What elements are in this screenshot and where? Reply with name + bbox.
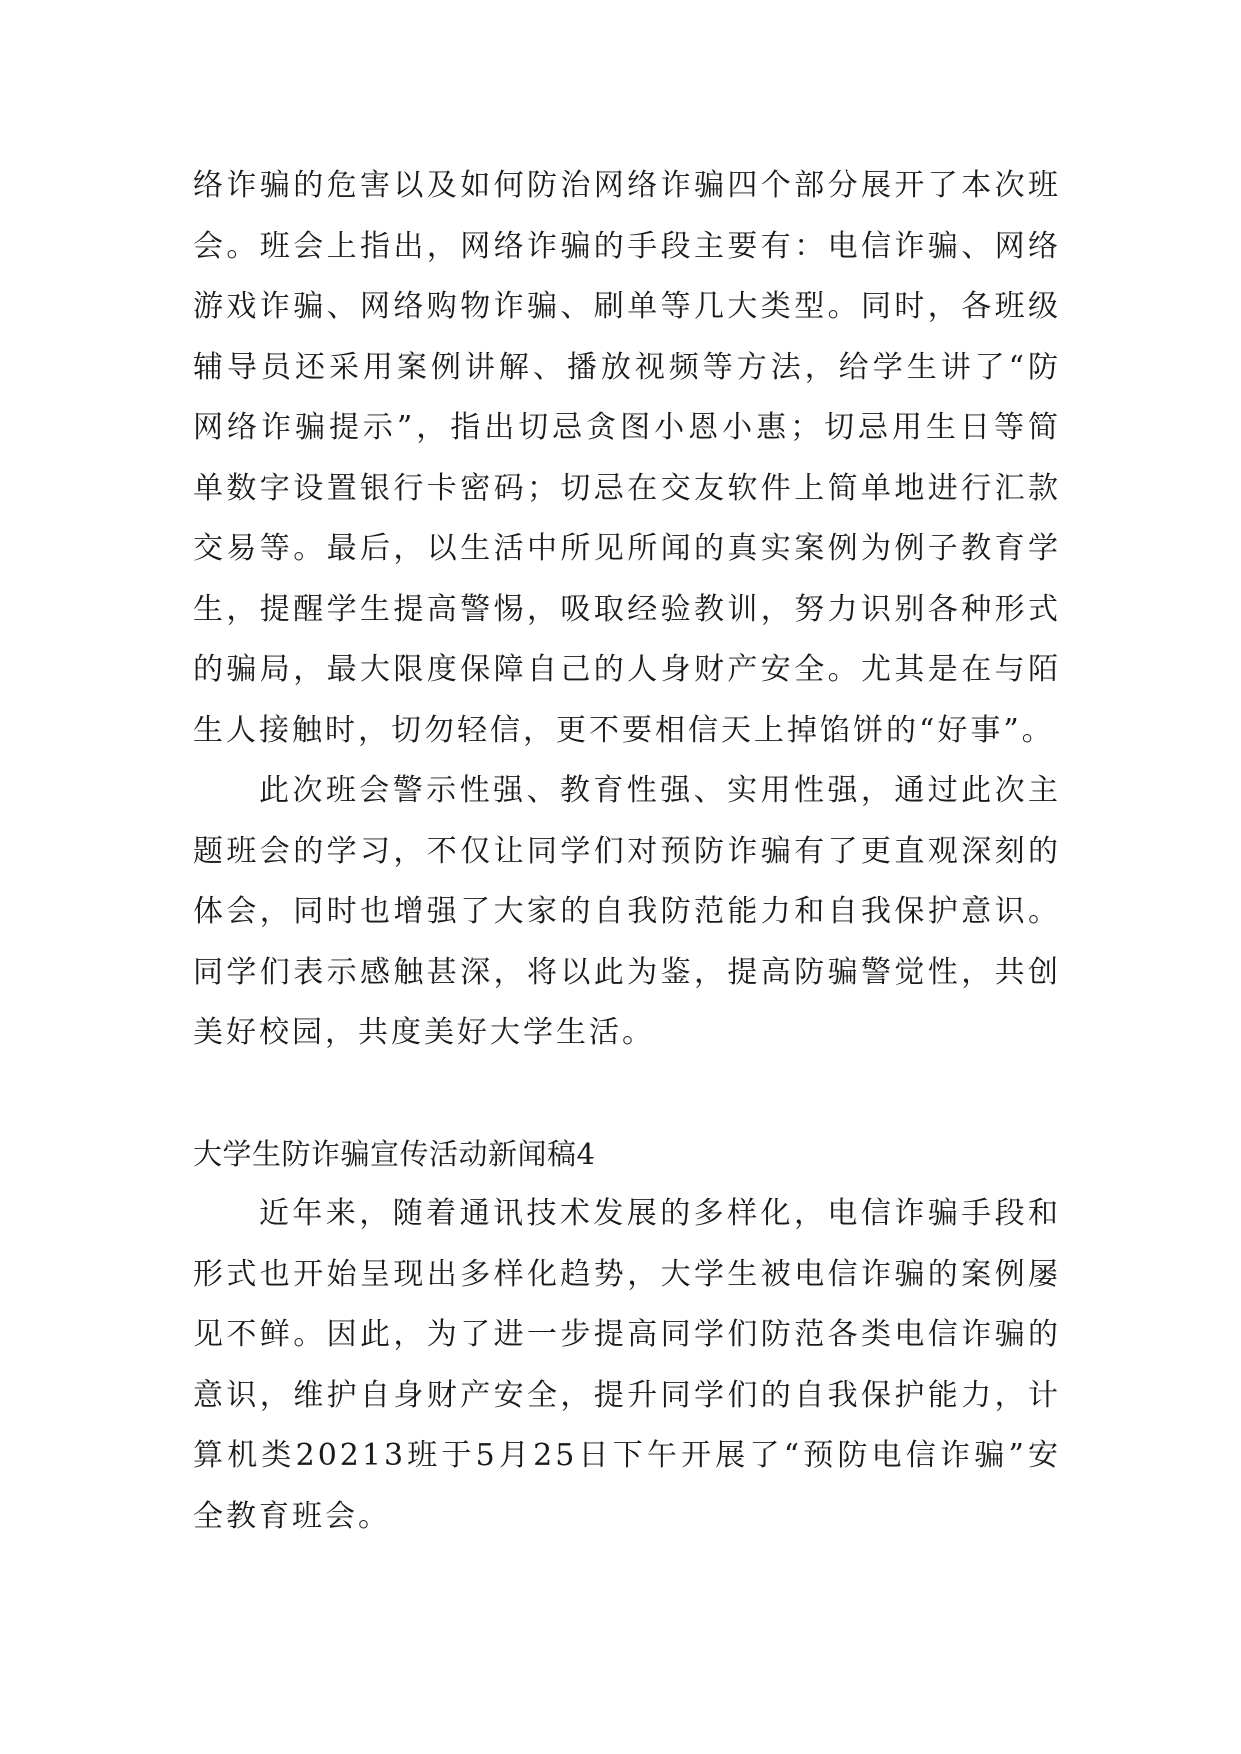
section-title: 大学生防诈骗宣传活动新闻稿4 xyxy=(193,1136,596,1171)
paragraph-intro: 近年来，随着通讯技术发展的多样化，电信诈骗手段和形式也开始呈现出多样化趋势，大学生被电信诈骗的案例屡见不鲜。因此，为了进一步提高同学们防范各类电信诈骗的意识，维护自身财产安全，提升同学们的自我保护能力，计算机类20213班于5月25日下午开展了“预防电信诈骗”安全教育班会。 xyxy=(193,1196,1061,1534)
paragraph-continuation: 络诈骗的危害以及如何防治网络诈骗四个部分展开了本次班会。班会上指出，网络诈骗的手段主要有：电信诈骗、网络游戏诈骗、网络购物诈骗、刷单等几大类型。同时，各班级辅导员还采用案例讲解、播放视频等方法，给学生讲了“防网络诈骗提示”，指出切忌贪图小恩小惠；切忌用生日等简单数字设置银行卡密码；切忌在交友软件上简单地进行汇款交易等。最后，以生活中所见所闻的真实案例为例子教育学生，提醒学生提高警惕，吸取经验教训，努力识别各种形式的骗局，最大限度保障自己的人身财产安全。尤其是在与陌生人接触时，切勿轻信，更不要相信天上掉馅饼的“好事”。 xyxy=(193,168,1061,748)
document-body xyxy=(193,156,1061,1547)
paragraph-summary: 此次班会警示性强、教育性强、实用性强，通过此次主题班会的学习，不仅让同学们对预防诈骗有了更直观深刻的体会，同时也增强了大家的自我防范能力和自我保护意识。同学们表示感触甚深，将以此为鉴，提高防骗警觉性，共创美好校园，共度美好大学生活。 xyxy=(193,773,1061,1050)
section-spacer xyxy=(193,1064,1061,1124)
